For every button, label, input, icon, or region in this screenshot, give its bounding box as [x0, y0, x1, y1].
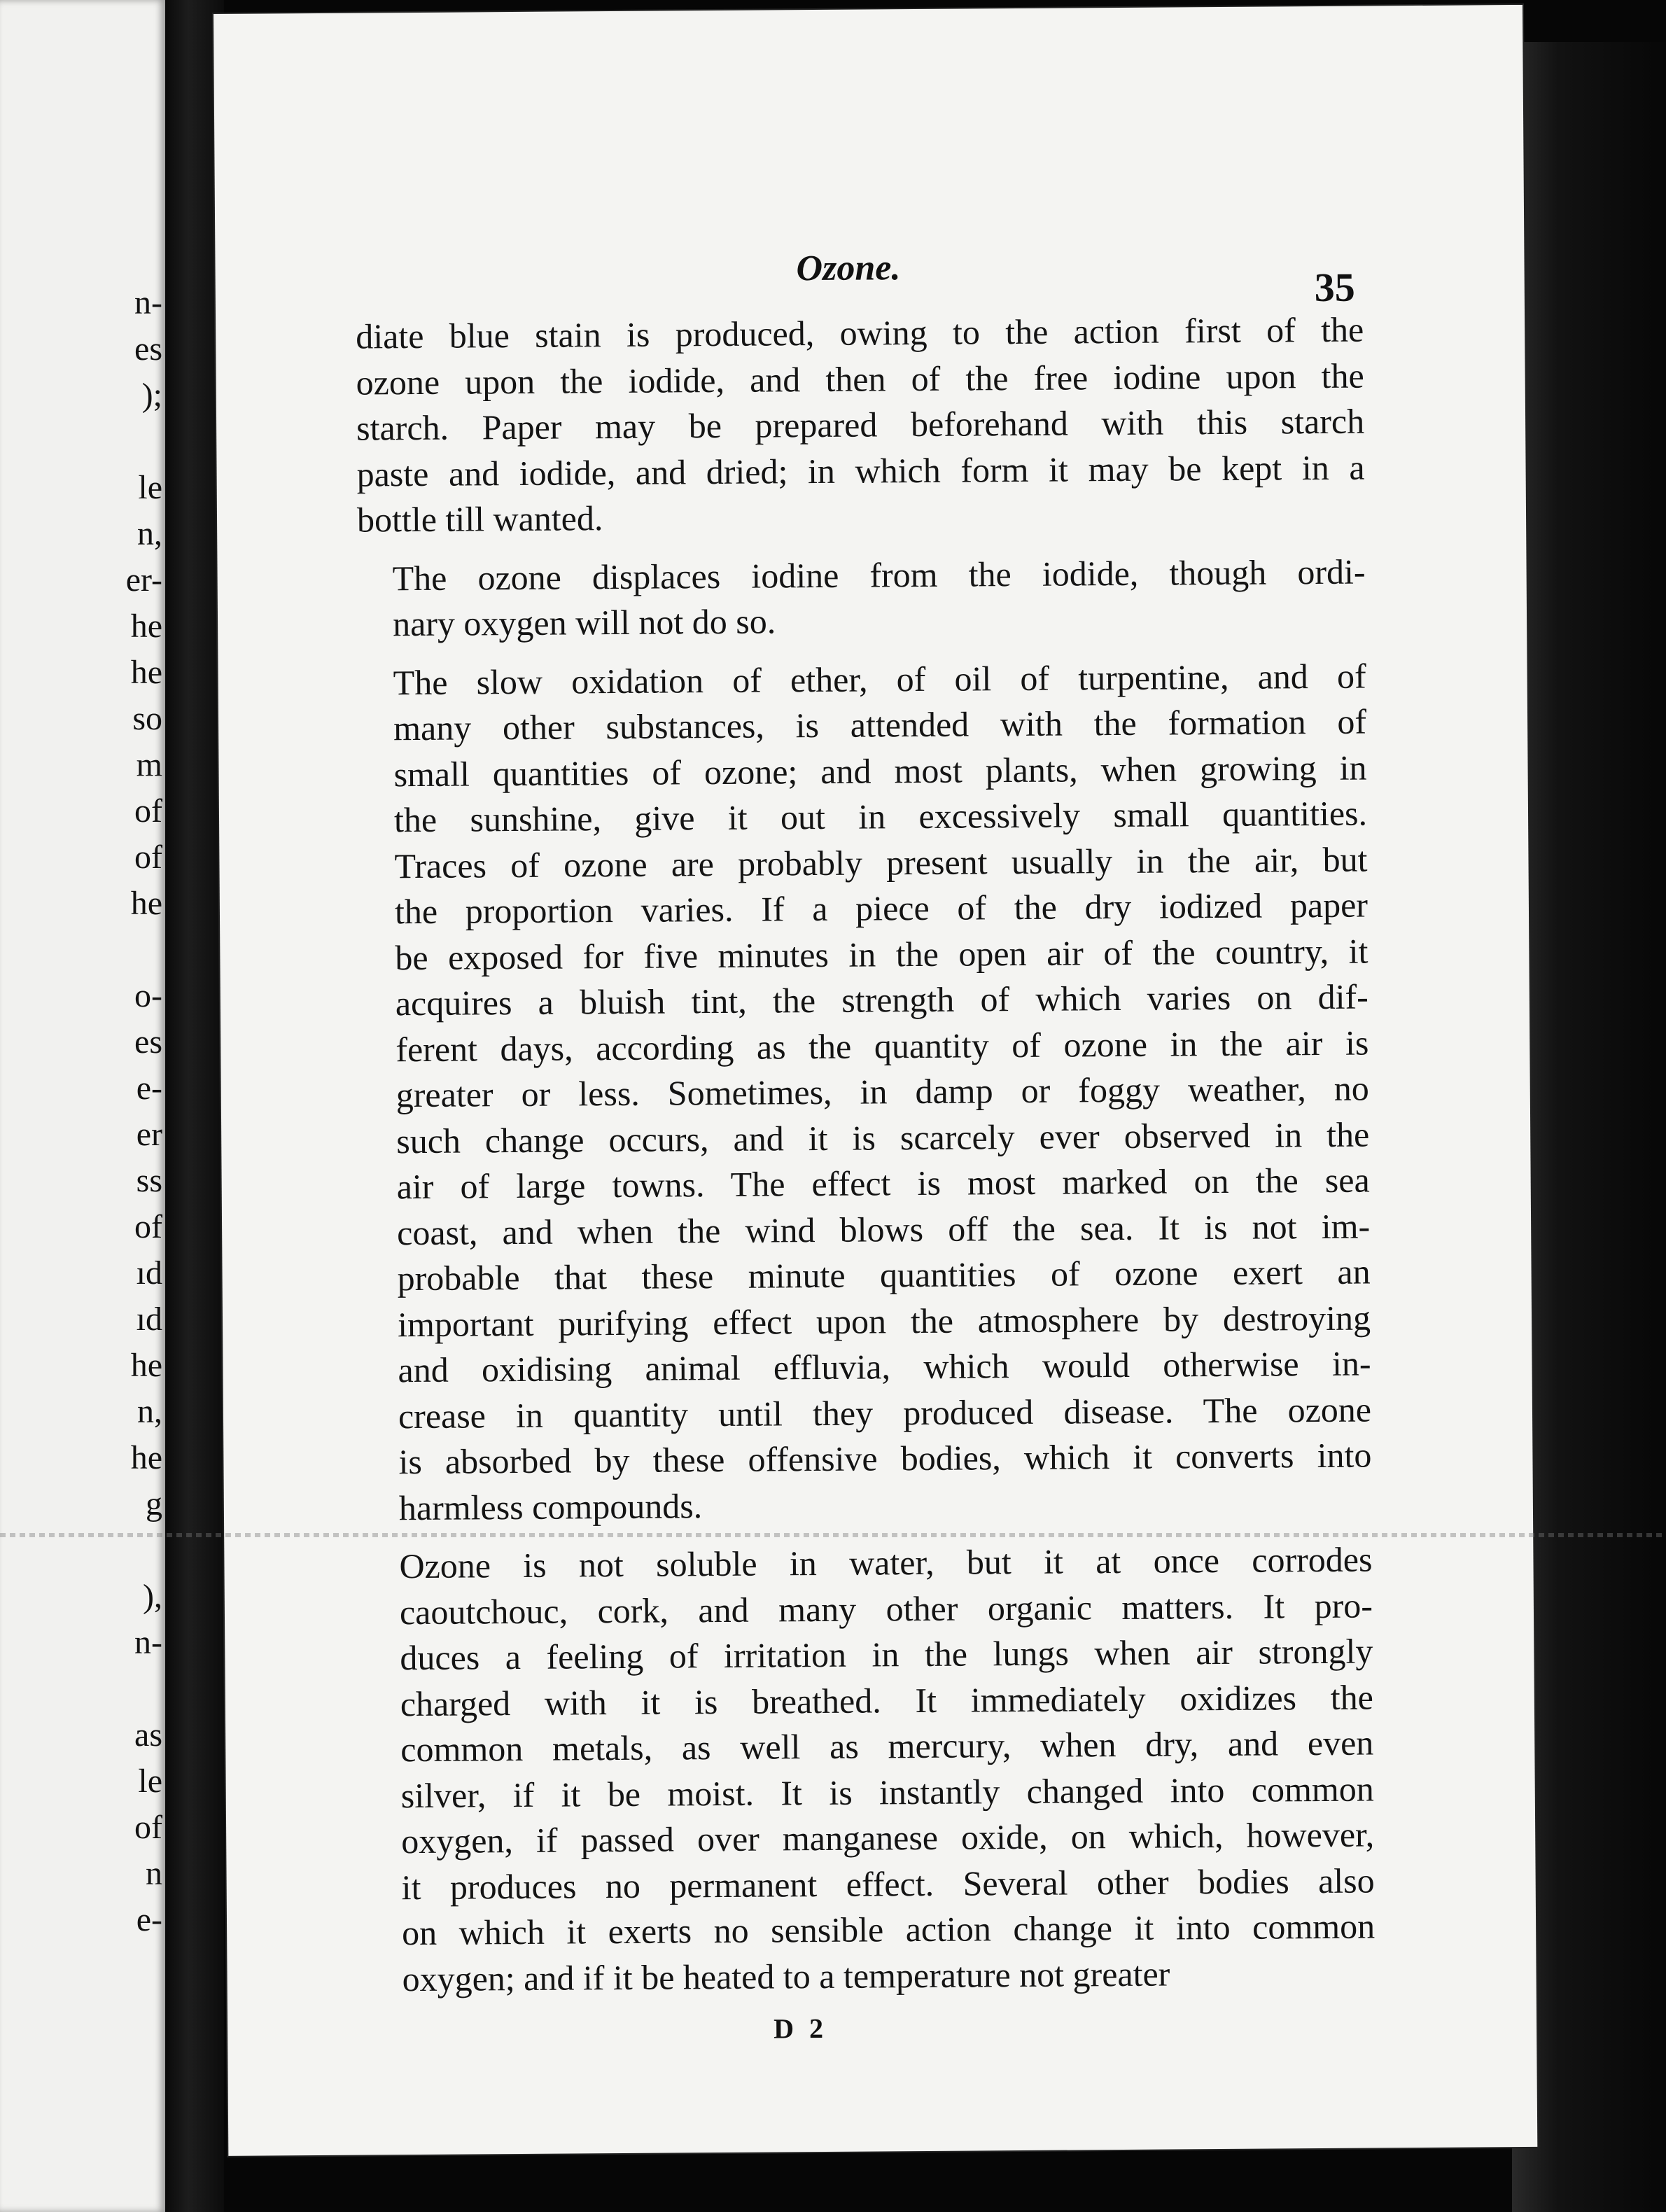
text-line: probable that these minute quantities of ozone exert an: [397, 1252, 1371, 1298]
left-page-fragment: e-: [136, 1070, 162, 1107]
text-line: The slow oxidation of ether, of oil of turpentine, and of: [393, 656, 1366, 702]
text-line: the proportion varies. If a piece of the dry iodized paper: [394, 885, 1368, 932]
left-page-fragment: n: [146, 1855, 162, 1892]
book-page: [214, 5, 1537, 2156]
text-line: air of large towns. The effect is most marked on the sea: [396, 1160, 1370, 1207]
text-line: crease in quantity until they produced disease. The ozone: [398, 1390, 1372, 1436]
text-line: be exposed for five minutes in the open air of the country, it: [395, 931, 1368, 977]
text-line: bottle till wanted.: [356, 498, 603, 540]
text-line: Traces of ozone are probably present usually in the air, but: [394, 839, 1368, 886]
left-page-fragment: le: [138, 469, 162, 506]
left-page-fragment: ıd: [136, 1301, 162, 1338]
text-line: diate blue stain is produced, owing to the action first of the: [356, 309, 1364, 356]
left-page-fragment: ıd: [136, 1254, 162, 1292]
left-page-fragment: n,: [137, 515, 162, 552]
paragraph: [357, 549, 1366, 648]
text-line: acquires a bluish tint, the strength of which varies on dif-: [395, 976, 1369, 1023]
left-page-fragment: of: [134, 1809, 162, 1846]
left-page-fragment: er-: [125, 561, 162, 598]
left-page-fragment: es: [134, 330, 162, 368]
page-body-text: [356, 307, 1376, 2015]
left-page-fragment: n-: [134, 1624, 162, 1661]
left-page-fragment: of: [134, 792, 162, 830]
left-page-fragment: of: [134, 1208, 162, 1245]
text-line: starch. Paper may be prepared beforehand with this starch: [356, 401, 1365, 448]
left-page-fragment: n,: [137, 1393, 162, 1430]
left-page-text-fragments: [8, 280, 162, 1943]
text-line: small quantities of ozone; and most plants, when growing in: [393, 748, 1367, 794]
left-page-fragment: le: [138, 1763, 162, 1800]
text-line: many other substances, is attended with the formation of: [393, 701, 1367, 748]
left-page-fragment: ss: [136, 1162, 162, 1199]
left-page-fragment: he: [130, 1347, 162, 1384]
left-page-fragment: );: [141, 377, 162, 414]
left-page-fragment: [8, 927, 162, 973]
page-number: 35: [1314, 264, 1355, 311]
text-line: Ozone is not soluble in water, but it at once corrodes: [399, 1539, 1373, 1586]
paragraph: [364, 1536, 1376, 2002]
text-line: it produces no permanent effect. Several other bodies also: [401, 1860, 1375, 1907]
text-line: coast, and when the wind blows off the sea. It is not im-: [396, 1206, 1371, 1252]
left-page-fragment: n-: [134, 284, 162, 321]
text-line: ozone upon the iodide, and then of the free iodine upon the: [356, 356, 1364, 402]
text-line: caoutchouc, cork, and many other organic matters. It pro-: [399, 1585, 1373, 1632]
text-line: duces a feeling of irritation in the lungs when air strongly: [400, 1631, 1373, 1678]
left-page-fragment: [8, 1666, 162, 1712]
left-page-fragment: ),: [143, 1578, 162, 1615]
left-page-fragment: as: [134, 1716, 162, 1754]
text-line: nary oxygen will not do so.: [392, 601, 776, 644]
printer-signature-mark: D 2: [773, 2012, 828, 2045]
text-line: oxygen, if passed over manganese oxide, on which, however,: [401, 1814, 1375, 1861]
text-line: harmless compounds.: [398, 1485, 703, 1527]
left-page-fragment: o-: [134, 977, 162, 1014]
left-page-fragment: g: [146, 1485, 162, 1522]
text-line: The ozone displaces iodine from the iodide, though ordi-: [392, 552, 1366, 598]
text-line: such change occurs, and it is scarcely ever observed in the: [396, 1114, 1370, 1161]
left-page-fragment: m: [136, 746, 162, 783]
left-page-fragment: he: [130, 1439, 162, 1476]
paragraph: [356, 307, 1365, 544]
text-line: is absorbed by these offensive bodies, which it converts into: [398, 1435, 1372, 1482]
paragraph: [358, 653, 1372, 1532]
left-page-fragment: he: [130, 885, 162, 922]
text-line: paste and iodide, and dried; in which form it may be kept in a: [356, 447, 1365, 494]
left-page-fragment: er: [136, 1116, 162, 1153]
left-page-fragment: he: [130, 654, 162, 691]
page-header: [215, 236, 1525, 311]
text-line: common metals, as well as mercury, when dry, and even: [400, 1723, 1374, 1770]
text-line: on which it exerts no sensible action change it into common: [401, 1906, 1376, 1953]
left-page-fragment: of: [134, 839, 162, 876]
text-line: silver, if it be moist. It is instantly changed into common: [400, 1768, 1374, 1815]
text-line: ferent days, according as the quantity of ozone in the air is: [396, 1023, 1369, 1069]
text-line: greater or less. Sometimes, in damp or foggy weather, no: [396, 1068, 1369, 1115]
left-page-fragment: e-: [136, 1901, 162, 1938]
text-line: and oxidising animal effluvia, which would otherwise in-: [398, 1343, 1371, 1390]
text-line: charged with it is breathed. It immediately oxidizes the: [400, 1676, 1374, 1723]
left-page-fragment: he: [130, 608, 162, 645]
scan-fold-artifact: [0, 1533, 1666, 1537]
left-page-fragment: [8, 419, 162, 465]
left-page-fragment: so: [132, 700, 162, 737]
text-line: the sunshine, give it out in excessively small quantities.: [393, 793, 1368, 840]
left-page-fragment: es: [134, 1023, 162, 1060]
left-facing-page: [0, 0, 165, 2212]
running-title: Ozone.: [796, 248, 901, 289]
text-line: oxygen; and if it be heated to a temperature not greater: [402, 1954, 1170, 1998]
text-line: important purifying effect upon the atmosphere by destroying: [397, 1298, 1371, 1344]
